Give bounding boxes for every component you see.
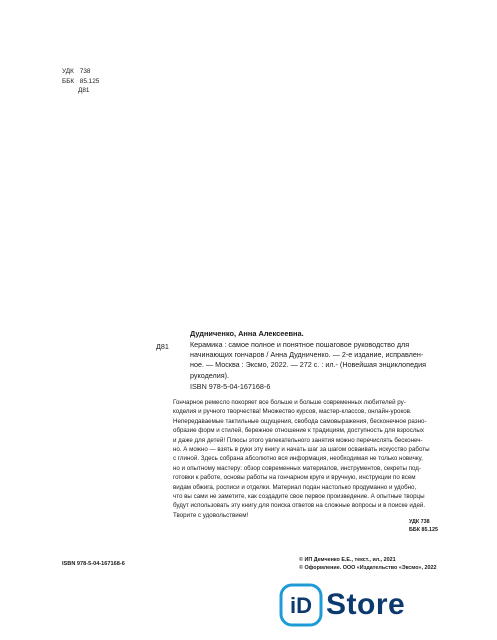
logo-mark-text: iD — [290, 593, 312, 618]
author-name: Дудниченко, Анна Алексеевна. — [190, 329, 304, 338]
author-code: Д81 — [156, 342, 169, 351]
idstore-logo — [279, 583, 405, 627]
bottom-bbk: ББК 85.125 — [408, 527, 438, 533]
bbk-row — [62, 77, 99, 87]
isbn-main: ISBN 978-5-04-167168-6 — [190, 382, 271, 391]
copyright-block — [299, 556, 436, 572]
bottom-udc: УДК 738 — [408, 519, 430, 525]
udc-label: УДК — [62, 68, 74, 75]
isbn-bottom: ISBN 978-5-04-167168-6 — [62, 561, 125, 567]
annotation-text: Гончарное ремесло покоряет все больше и больше современных любителей ру- коделия и ручного творчества! Множество курсов, мастер-классов, онлайн-уроков. Непередаваемые тактильные ощущения, свобода самовыражения, бесконечное разно- образие форм и стилей, бережное отношение к традициям, доступность для взрослых и даже для детей! Плюсы этого увлекательного занятия можно перечислять бесконеч- но. А можно — взять в руки эту книгу и начать шаг за шагом осваивать искусство работы с глиной. Здесь собрана абсолютно вся информация, необходимая не только новичку, но и опытному мастеру: обзор современных материалов, инструментов, секреты под- готовки к работе, основы работы на гончарном круге и вручную, инструкции по всем видам обжига, росписи и отделки. Материал подан настолько продуманно и удобно, что вы сами не заметите, как создадите свое первое произведение. А опытные творцы будут использовать эту книгу для поиска ответов на сложные вопросы и в поиске идей. Творите с удовольствием! — [173, 399, 430, 519]
copyright-design: © Оформление. ООО «Издательство «Эксмо», 2022 — [299, 565, 437, 571]
udc-row — [62, 67, 99, 77]
bibliographic-description: Керамика : самое полное и понятное пошаговое руководство для начинающих гончаров / Анна Дудниченко. — 2-е издание, исправлен- ное. — Москва : Эксмо, 2022. — 272 с. : ил.- (Новейшая энциклопедия рукоделия). — [190, 340, 427, 380]
bbk-label: ББК — [62, 77, 75, 85]
logo-mark-icon — [279, 583, 323, 627]
logo-word: Store — [326, 588, 406, 621]
classification-block — [62, 67, 99, 96]
udc-value: 738 — [79, 68, 91, 75]
bottom-classification — [409, 518, 438, 534]
copyright-text: © ИП Демченко Е.Е., текст., ил., 2021 — [299, 557, 396, 563]
bbk-value: 85.125 — [79, 77, 100, 85]
author-sign: Д81 — [78, 87, 90, 95]
